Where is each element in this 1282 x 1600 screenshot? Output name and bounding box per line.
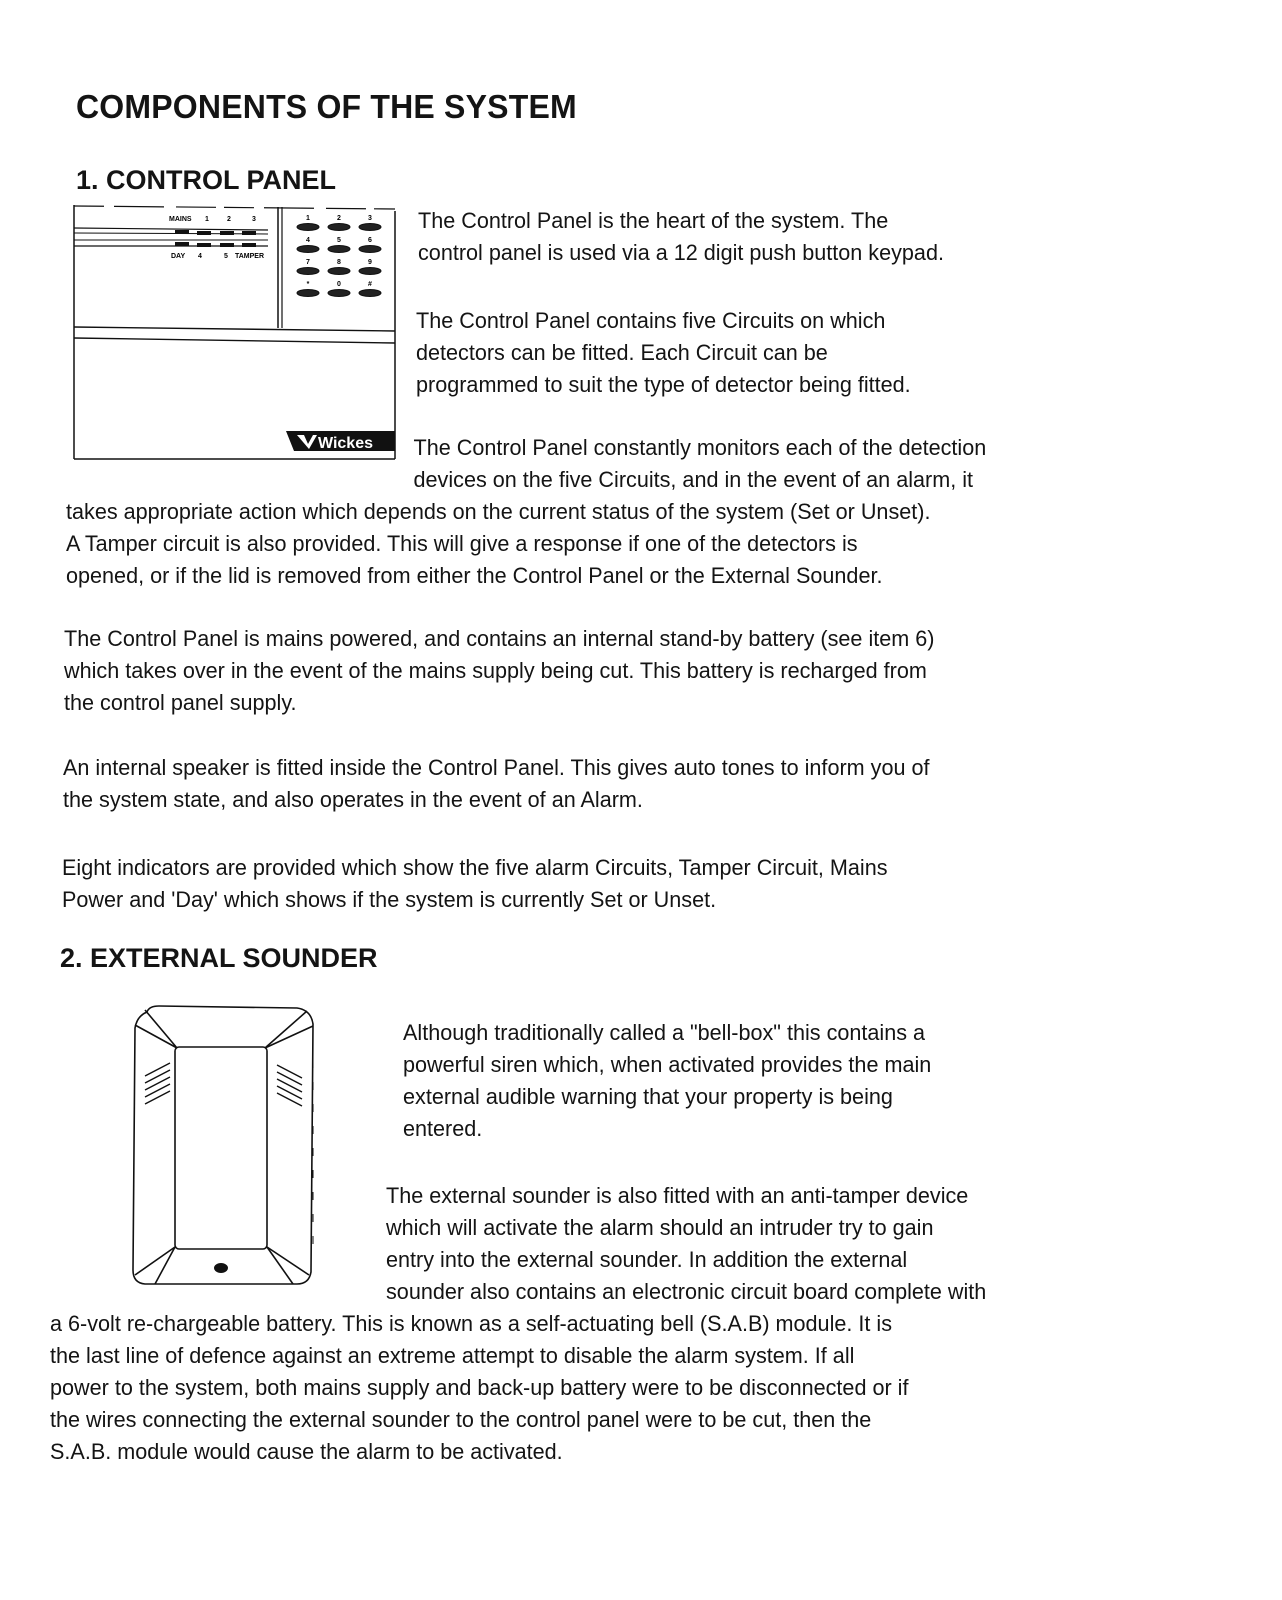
keypad-button-icon bbox=[297, 268, 319, 275]
page-title: COMPONENTS OF THE SYSTEM bbox=[76, 88, 577, 125]
text-line: Eight indicators are provided which show the five alarm Circuits, Tamper Circuit, Mains bbox=[62, 855, 888, 880]
text-line: The Control Panel constantly monitors each of the detection bbox=[413, 435, 987, 460]
paragraph-cp-circuits bbox=[416, 305, 911, 401]
text-line: Power and 'Day' which shows if the system is currently Set or Unset. bbox=[62, 887, 717, 912]
text-line: power to the system, both mains supply and back-up battery were to be disconnected or if bbox=[50, 1375, 909, 1400]
paragraph-sounder-tamper bbox=[50, 1180, 986, 1468]
keypad-key-label: 8 bbox=[337, 259, 341, 266]
text-line: programmed to suit the type of detector being fitted. bbox=[416, 372, 911, 397]
indicator-label-5: 5 bbox=[224, 253, 228, 260]
keypad-button-icon bbox=[297, 246, 319, 253]
text-line: entry into the external sounder. In addition the external bbox=[386, 1247, 908, 1272]
keypad-button-icon bbox=[297, 224, 319, 231]
text-line: opened, or if the lid is removed from either the Control Panel or the External Sounder. bbox=[66, 563, 883, 588]
keypad-key-label: 3 bbox=[368, 215, 372, 222]
text-line: devices on the five Circuits, and in the event of an alarm, it bbox=[413, 467, 974, 492]
section-heading-control-panel: 1. CONTROL PANEL bbox=[76, 165, 337, 195]
keypad-key-label: 4 bbox=[306, 237, 310, 244]
text-line: the system state, and also operates in the event of an Alarm. bbox=[63, 787, 643, 812]
text-line: An internal speaker is fitted inside the Control Panel. This gives auto tones to inform you of bbox=[63, 755, 930, 780]
text-line: The Control Panel contains five Circuits on which bbox=[416, 308, 886, 333]
keypad-key-label: 1 bbox=[306, 215, 310, 222]
paragraph-cp-indicators bbox=[62, 852, 888, 916]
wickes-logo-text: Wickes bbox=[318, 435, 373, 452]
keypad-button-icon bbox=[359, 268, 381, 275]
keypad-key-label: 0 bbox=[337, 281, 341, 288]
text-line: the last line of defence against an extreme attempt to disable the alarm system. If all bbox=[50, 1343, 855, 1368]
indicator-leds bbox=[175, 230, 256, 247]
keypad-key-label: 9 bbox=[368, 259, 372, 266]
keypad-button-icon bbox=[328, 268, 350, 275]
keypad-key-label: 7 bbox=[306, 259, 310, 266]
keypad-key-label: # bbox=[368, 281, 372, 288]
text-line: The external sounder is also fitted with an anti-tamper device bbox=[386, 1183, 969, 1208]
paragraph-sounder-intro bbox=[403, 1017, 931, 1145]
keypad-key-label: * bbox=[306, 281, 310, 288]
text-line: which will activate the alarm should an intruder try to gain bbox=[386, 1215, 934, 1240]
text-line: powerful siren which, when activated provides the main bbox=[403, 1052, 932, 1077]
left-grille-icon bbox=[145, 1063, 170, 1104]
text-line: entered. bbox=[403, 1116, 483, 1141]
keypad-button-icon bbox=[359, 290, 381, 297]
indicator-label-day: DAY bbox=[171, 253, 186, 260]
section-heading-external-sounder: 2. EXTERNAL SOUNDER bbox=[60, 943, 378, 973]
indicator-label-3: 3 bbox=[252, 216, 256, 223]
text-line: Although traditionally called a "bell-box" this contains a bbox=[403, 1020, 926, 1045]
text-line: a 6-volt re-chargeable battery. This is known as a self-actuating bell (S.A.B) module. It is bbox=[50, 1311, 892, 1336]
indicator-label-1: 1 bbox=[205, 216, 209, 223]
text-line: takes appropriate action which depends on the current status of the system (Set or Unset). bbox=[66, 499, 931, 524]
keypad-button-icon bbox=[359, 224, 381, 231]
text-line: A Tamper circuit is also provided. This will give a response if one of the detectors is bbox=[66, 531, 858, 556]
paragraph-cp-monitoring bbox=[66, 432, 986, 592]
indicator-label-4: 4 bbox=[198, 253, 202, 260]
keypad-button-icon bbox=[359, 246, 381, 253]
keypad-key-label: 6 bbox=[368, 237, 372, 244]
control-panel-illustration bbox=[72, 203, 397, 461]
keypad-key-label: 5 bbox=[337, 237, 341, 244]
paragraph-cp-intro bbox=[418, 205, 944, 269]
keypad-button-icon bbox=[328, 246, 350, 253]
keypad bbox=[297, 215, 381, 297]
keypad-button-icon bbox=[297, 290, 319, 297]
text-line: which takes over in the event of the mains supply being cut. This battery is recharged from bbox=[64, 658, 927, 683]
indicator-label-2: 2 bbox=[227, 216, 231, 223]
indicator-label-mains: MAINS bbox=[169, 216, 192, 223]
right-grille-icon bbox=[277, 1065, 302, 1106]
text-line: sounder also contains an electronic circuit board complete with bbox=[386, 1279, 987, 1304]
text-line: The Control Panel is the heart of the system. The bbox=[418, 208, 889, 233]
paragraph-cp-power bbox=[64, 623, 934, 719]
keypad-button-icon bbox=[328, 290, 350, 297]
text-line: S.A.B. module would cause the alarm to be activated. bbox=[50, 1439, 563, 1464]
text-line: the control panel supply. bbox=[64, 690, 297, 715]
text-line: detectors can be fitted. Each Circuit can be bbox=[416, 340, 828, 365]
text-line: the wires connecting the external sounder to the control panel were to be cut, then the bbox=[50, 1407, 872, 1432]
keypad-key-label: 2 bbox=[337, 215, 341, 222]
text-line: control panel is used via a 12 digit push button keypad. bbox=[418, 240, 944, 265]
text-line: The Control Panel is mains powered, and contains an internal stand-by battery (see item 6) bbox=[64, 626, 935, 651]
indicator-label-tamper: TAMPER bbox=[235, 253, 265, 260]
paragraph-cp-speaker bbox=[63, 752, 929, 816]
keypad-button-icon bbox=[328, 224, 350, 231]
text-line: external audible warning that your property is being bbox=[403, 1084, 893, 1109]
